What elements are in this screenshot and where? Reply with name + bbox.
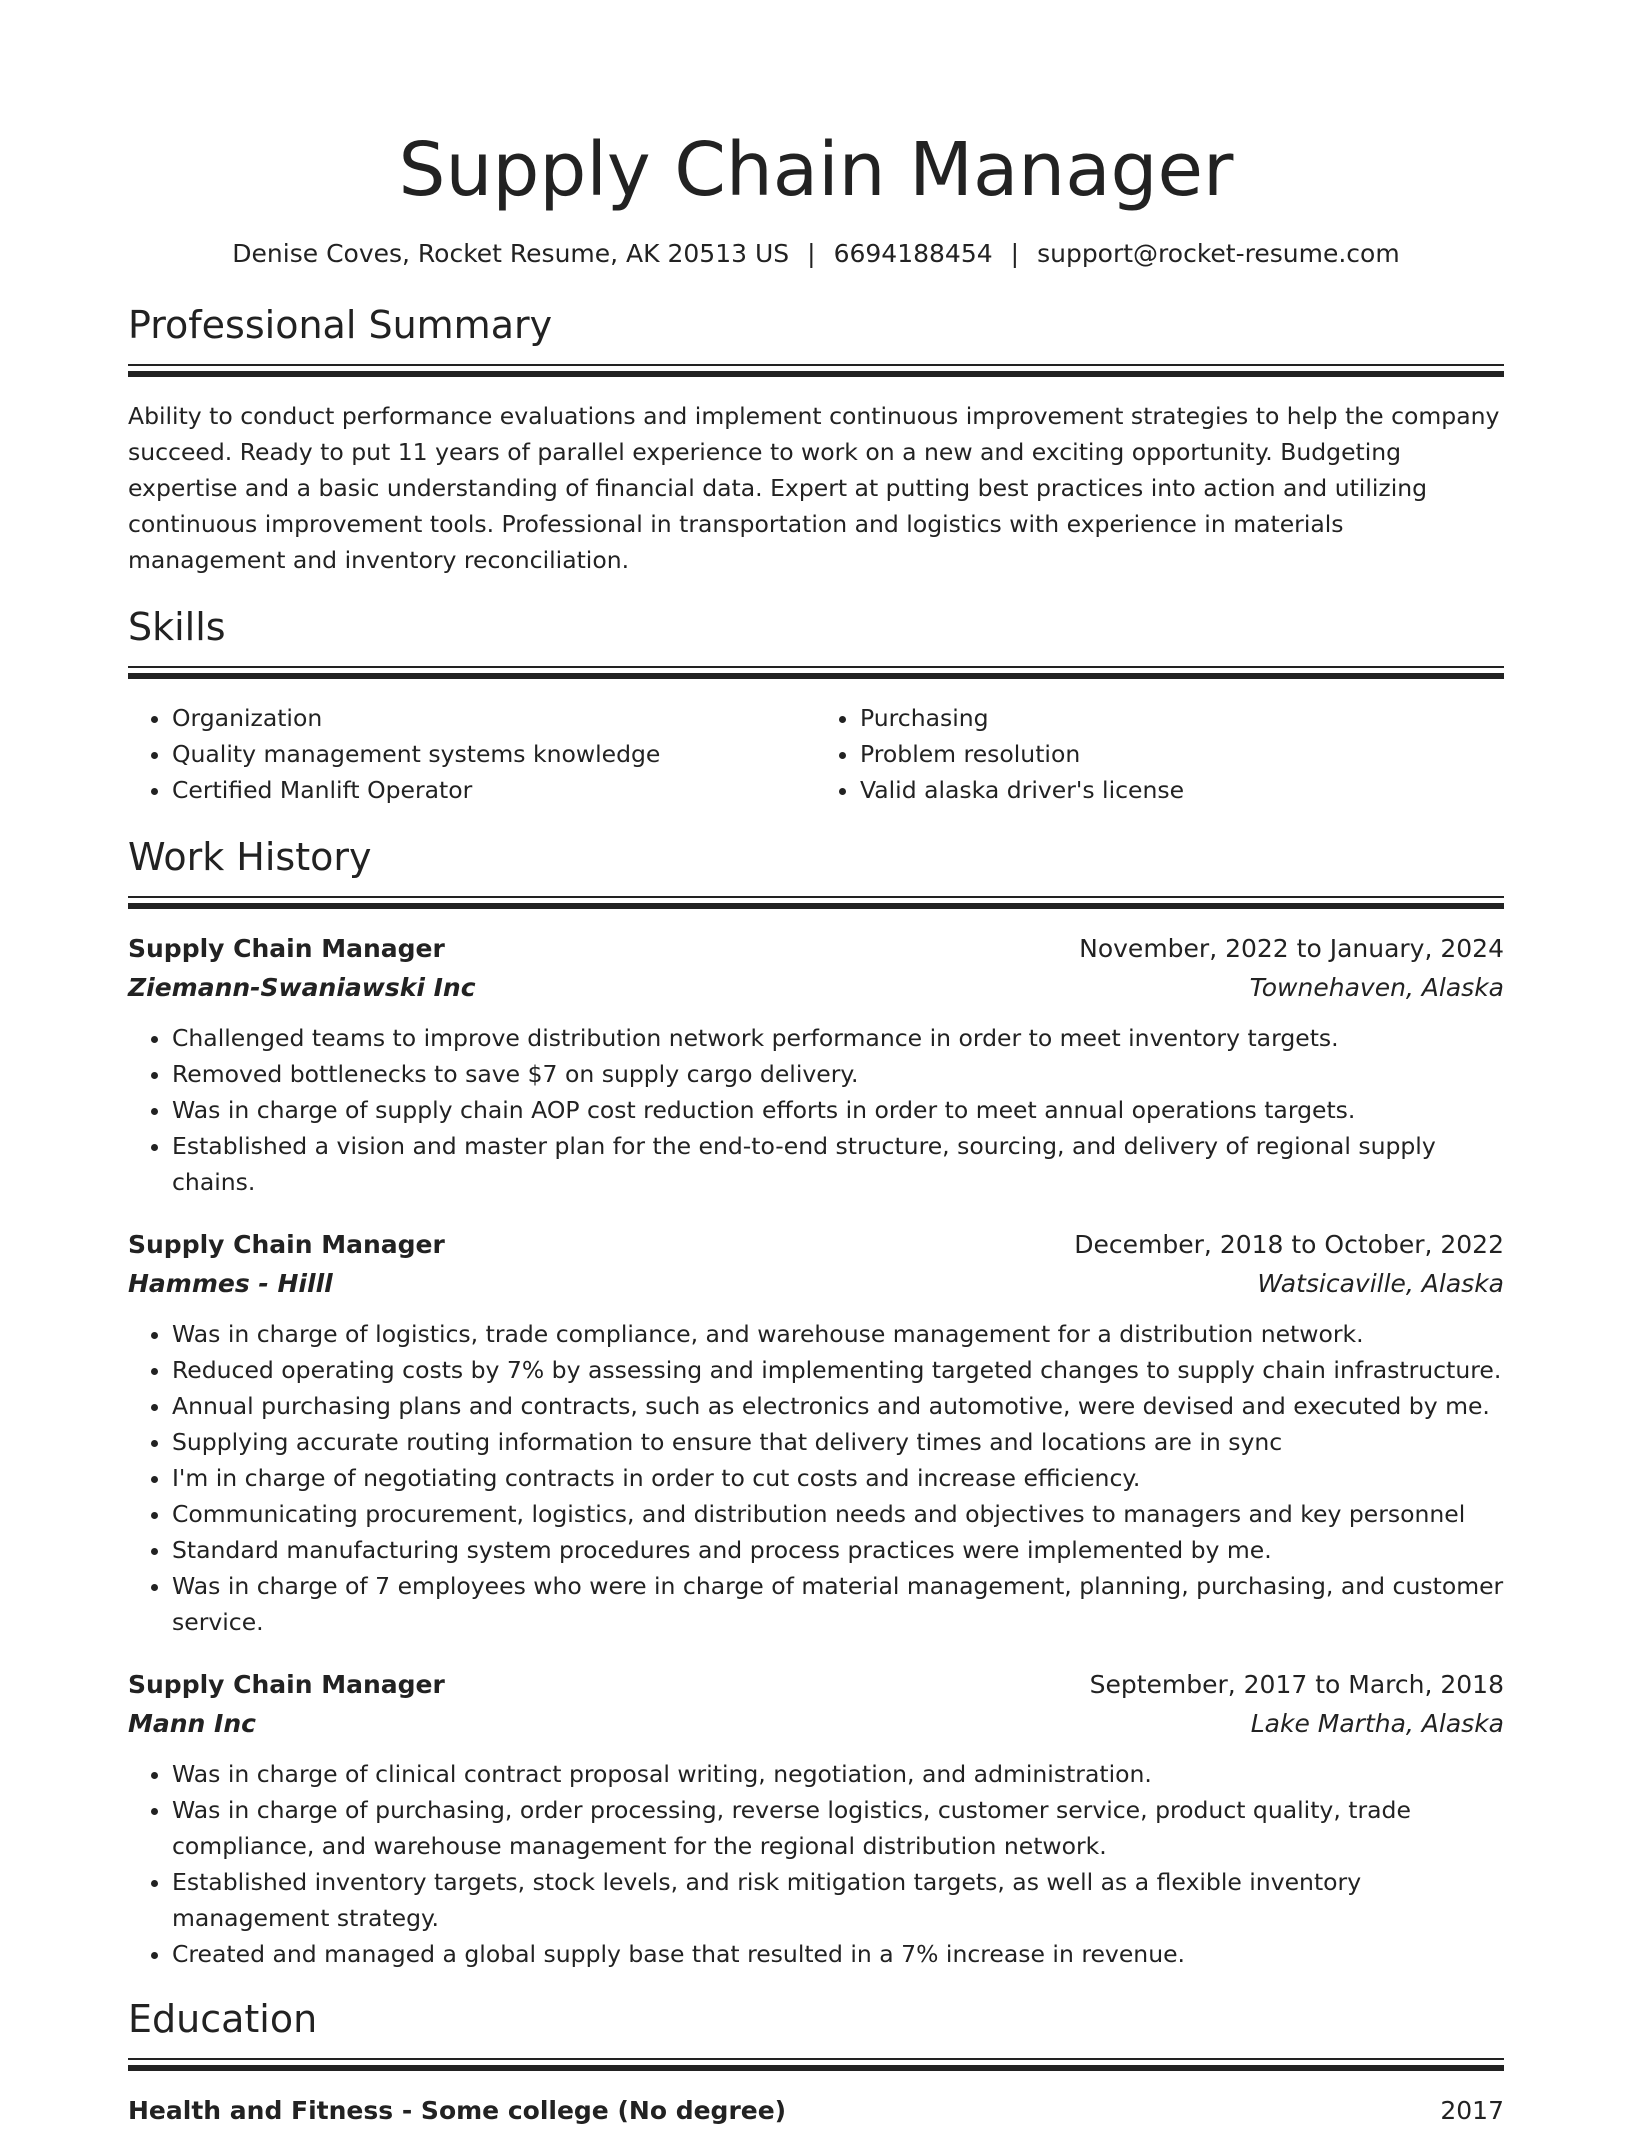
section-heading-work: Work History [128,835,372,879]
job-title: Supply Chain Manager [128,1670,445,1699]
job-bullet: • I'm in charge of negotiating contracts in order to cut costs and increase efficiency. [172,1460,1504,1496]
job-bullet: • Was in charge of logistics, trade compliance, and warehouse management for a distribution network. [172,1316,1504,1352]
contact-email: support@rocket-resume.com [1037,239,1400,268]
job-bullet: • Communicating procurement, logistics, and distribution needs and objectives to managers and key personnel [172,1496,1504,1532]
skills-section [128,602,1504,808]
job-bullet: • Established a vision and master plan for the end-to-end structure, sourcing, and delivery of regional supply chains. [172,1128,1504,1200]
skill-item: • Certified Manlift Operator [172,772,816,808]
job-company: Ziemann-Swaniawski Inc [128,973,476,1002]
contact-line [128,236,1504,272]
job-header [128,1666,1504,1704]
job-header [128,930,1504,968]
job-title: Supply Chain Manager [128,1230,445,1259]
job-subheader [128,968,1504,1008]
summary-section [128,300,1504,578]
job-entry [128,930,1504,1200]
job-bullets [128,1316,1504,1640]
skills-columns [128,700,1504,808]
job-dates: September, 2017 to March, 2018 [1089,1670,1504,1699]
resume-title: Supply Chain Manager [398,127,1234,213]
job-subheader [128,1264,1504,1304]
job-bullet: • Created and managed a global supply base that resulted in a 7% increase in revenue. [172,1936,1504,1972]
section-heading-summary: Professional Summary [128,303,553,347]
job-entry [128,1226,1504,1640]
skill-item: • Organization [172,700,816,736]
job-bullet: • Challenged teams to improve distribution network performance in order to meet inventory targets. [172,1020,1504,1056]
education-entry [128,2092,1504,2130]
skills-list-left [128,700,816,808]
job-dates: December, 2018 to October, 2022 [1074,1230,1504,1259]
job-bullet: • Was in charge of clinical contract proposal writing, negotiation, and administration. [172,1756,1504,1792]
job-bullet: • Removed bottlenecks to save $7 on supply cargo delivery. [172,1056,1504,1092]
contact-separator: | [807,239,816,268]
job-bullet: • Reduced operating costs by 7% by assessing and implementing targeted changes to supply chain infrastructure. [172,1352,1504,1388]
job-bullet: • Was in charge of supply chain AOP cost reduction efforts in order to meet annual operations targets. [172,1092,1504,1128]
job-title: Supply Chain Manager [128,934,445,963]
education-degree: Health and Fitness - Some college (No degree) [128,2096,787,2125]
skill-item: • Problem resolution [860,736,1504,772]
job-bullet: • Was in charge of purchasing, order processing, reverse logistics, customer service, product quality, trade compliance, and warehouse management for the regional distribution network. [172,1792,1504,1864]
job-entry [128,1666,1504,1972]
job-bullets [128,1020,1504,1200]
contact-address: Denise Coves, Rocket Resume, AK 20513 US [232,239,790,268]
skill-item: • Purchasing [860,700,1504,736]
section-heading-skills: Skills [128,605,226,649]
job-bullet: • Was in charge of 7 employees who were in charge of material management, planning, purchasing, and customer service. [172,1568,1504,1640]
section-divider [128,364,1504,380]
job-bullet: • Established inventory targets, stock levels, and risk mitigation targets, as well as a flexible inventory management strategy. [172,1864,1504,1936]
contact-separator: | [1010,239,1020,268]
job-location: Watsicaville, Alaska [1257,1269,1504,1298]
section-heading-education: Education [128,1997,318,2041]
education-section [128,1994,1504,2130]
job-bullet: • Supplying accurate routing information to ensure that delivery times and locations are in sync [172,1424,1504,1460]
job-subheader [128,1704,1504,1744]
job-company: Hammes - Hilll [128,1269,333,1298]
job-dates: November, 2022 to January, 2024 [1079,934,1504,963]
job-header [128,1226,1504,1264]
contact-phone: 6694188454 [833,239,993,268]
job-location: Townehaven, Alaska [1249,973,1504,1002]
summary-text: Ability to conduct performance evaluations and implement continuous improvement strategies to help the company succeed. Ready to put 11 years of parallel experience to work on a new and exciting opportunity. Budgeting expertise and a basic understanding of financial data. Expert at putting best practices into action and utilizing continuous improvement tools. Professional in transportation and logistics with experience in materials management and inventory reconciliation. [128,402,1500,574]
resume-page [128,120,1504,2130]
section-divider [128,896,1504,912]
job-bullets [128,1756,1504,1972]
job-company: Mann Inc [128,1709,256,1738]
job-bullet: • Annual purchasing plans and contracts, such as electronics and automotive, were devised and executed by me. [172,1388,1504,1424]
work-section [128,832,1504,1972]
job-location: Lake Martha, Alaska [1250,1709,1504,1738]
skill-item: • Valid alaska driver's license [860,772,1504,808]
education-year: 2017 [1440,2096,1504,2125]
section-divider [128,666,1504,682]
job-bullet: • Standard manufacturing system procedures and process practices were implemented by me. [172,1532,1504,1568]
skill-item: • Quality management systems knowledge [172,736,816,772]
section-divider [128,2058,1504,2074]
skills-list-right [816,700,1504,808]
